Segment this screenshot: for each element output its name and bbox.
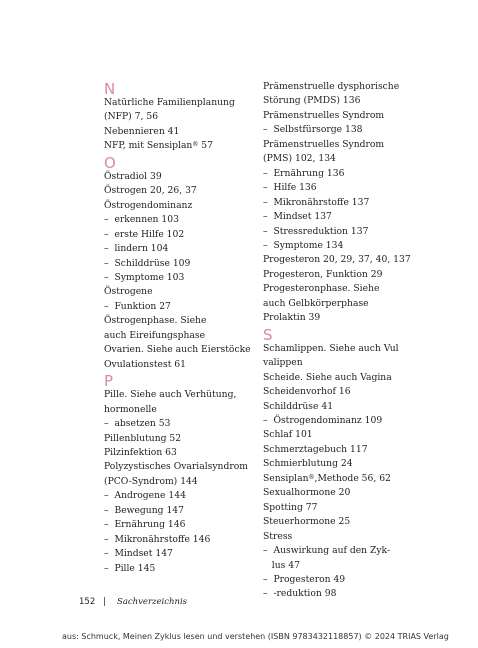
index-entry: Ovulationstest 61	[104, 358, 186, 370]
index-subentry: – Funktion 27	[104, 300, 264, 314]
index-entry: Natürliche Familienplanung	[104, 97, 235, 108]
index-entry: Pillenblutung 52	[104, 432, 182, 444]
index-subentry: – Pille 145	[104, 562, 264, 576]
index-entry: Scheidenvorhof 16	[263, 386, 351, 398]
index-subentry: – Bewegung 147	[104, 504, 264, 518]
index-subentry: – erkennen 103	[104, 213, 264, 227]
index-subentry: – absetzen 53	[104, 417, 264, 431]
index-entry: Östradiol 39	[104, 170, 162, 182]
index-subentry: – Auswirkung auf den Zyk-	[263, 544, 443, 558]
index-entry: (PMS) 102, 134	[263, 153, 336, 165]
entry-pages: 57	[198, 140, 213, 152]
registered-mark: ®	[308, 473, 315, 481]
index-subentry: – Mindset 147	[104, 547, 264, 561]
index-entry: Östrogendominanz	[104, 199, 193, 211]
footer-separator: |	[103, 597, 106, 607]
section-title: Sachverzeichnis	[117, 597, 188, 607]
index-entry: (NFP) 7, 56	[104, 111, 159, 123]
index-column-left	[104, 80, 264, 576]
index-subentry: – lindern 104	[104, 242, 264, 256]
index-entry: Prämenstruelle dysphorische	[263, 81, 400, 92]
index-entry: Prolaktin 39	[263, 312, 321, 324]
index-letter-heading: O	[104, 153, 116, 172]
index-entry: auch Gelbkörperphase	[263, 297, 369, 309]
entry-text: NFP, mit Sensiplan	[104, 140, 193, 152]
index-entry: Polyzystisches Ovarialsyndrom	[104, 461, 248, 473]
page-number: 152	[79, 597, 96, 607]
index-entry: Stress	[263, 530, 293, 542]
entry-pages: ,Methode 56, 62	[314, 472, 391, 484]
index-entry: Schamlippen. Siehe auch Vul	[263, 342, 399, 354]
index-entry: Sexualhormone 20	[263, 487, 351, 499]
index-entry: Steuerhormone 25	[263, 516, 351, 528]
registered-mark: ®	[192, 141, 199, 149]
index-subentry: – -reduktion 98	[263, 587, 443, 601]
index-entry: Spotting 77	[263, 501, 318, 513]
index-subentry: – erste Hilfe 102	[104, 228, 264, 242]
index-column-right	[263, 80, 443, 602]
index-entry	[263, 472, 443, 486]
index-entry: Progesteron, Funktion 29	[263, 268, 383, 280]
index-letter-heading: S	[263, 325, 273, 344]
index-subentry: – Symptome 103	[104, 271, 264, 285]
source-credit: aus: Schmuck, Meinen Zyklus lesen und verstehen (ISBN 9783432118857) © 2024 TRIAS Verlag	[62, 632, 449, 641]
index-entry	[104, 139, 264, 153]
index-entry: Prämenstruelles Syndrom	[263, 138, 385, 150]
index-subentry: – Mikronährstoffe 137	[263, 196, 443, 210]
index-entry: hormonelle	[104, 403, 157, 415]
index-subentry: – Östrogendominanz 109	[263, 414, 443, 428]
index-entry: Schmierblutung 24	[263, 458, 353, 470]
index-entry: Schilddrüse 41	[263, 400, 334, 412]
index-entry: lus 47	[263, 559, 300, 571]
index-entry: Östrogen 20, 26, 37	[104, 185, 197, 197]
index-entry: Pilzinfektion 63	[104, 446, 177, 458]
index-entry: (PCO-Syndrom) 144	[104, 475, 198, 487]
index-subentry: – Ernährung 136	[263, 167, 443, 181]
index-entry: Prämenstruelles Syndrom	[263, 109, 385, 121]
index-subentry: – Selbstfürsorge 138	[263, 123, 443, 137]
index-subentry: – Mikronährstoffe 146	[104, 533, 264, 547]
index-entry: Schmerztagebuch 117	[263, 443, 368, 455]
index-entry: Progesteronphase. Siehe	[263, 283, 380, 295]
index-entry: Störung (PMDS) 136	[263, 95, 361, 107]
index-subentry: – Hilfe 136	[263, 181, 443, 195]
index-entry: Schlaf 101	[263, 429, 313, 441]
index-subentry: – Progesteron 49	[263, 573, 443, 587]
index-entry: Scheide. Siehe auch Vagina	[263, 371, 392, 383]
index-letter-heading: P	[104, 372, 114, 391]
index-entry: valippen	[263, 357, 303, 369]
index-subentry: – Stressreduktion 137	[263, 225, 443, 239]
index-subentry: – Ernährung 146	[104, 518, 264, 532]
index-subentry: – Schilddrüse 109	[104, 257, 264, 271]
index-letter-heading: N	[104, 80, 116, 98]
index-entry: Östrogene	[104, 286, 153, 298]
index-entry: Ovarien. Siehe auch Eierstöcke	[104, 344, 251, 356]
index-entry: Nebennieren 41	[104, 125, 180, 137]
index-entry: Östrogenphase. Siehe	[104, 315, 207, 327]
entry-text: Sensiplan	[263, 472, 309, 484]
index-subentry: – Androgene 144	[104, 489, 264, 503]
index-subentry: – Symptome 134	[263, 239, 443, 253]
index-subentry: – Mindset 137	[263, 210, 443, 224]
index-entry: auch Eireifungsphase	[104, 329, 206, 341]
index-entry: Progesteron 20, 29, 37, 40, 137	[263, 254, 411, 266]
index-entry: Pille. Siehe auch Verhütung,	[104, 389, 237, 401]
